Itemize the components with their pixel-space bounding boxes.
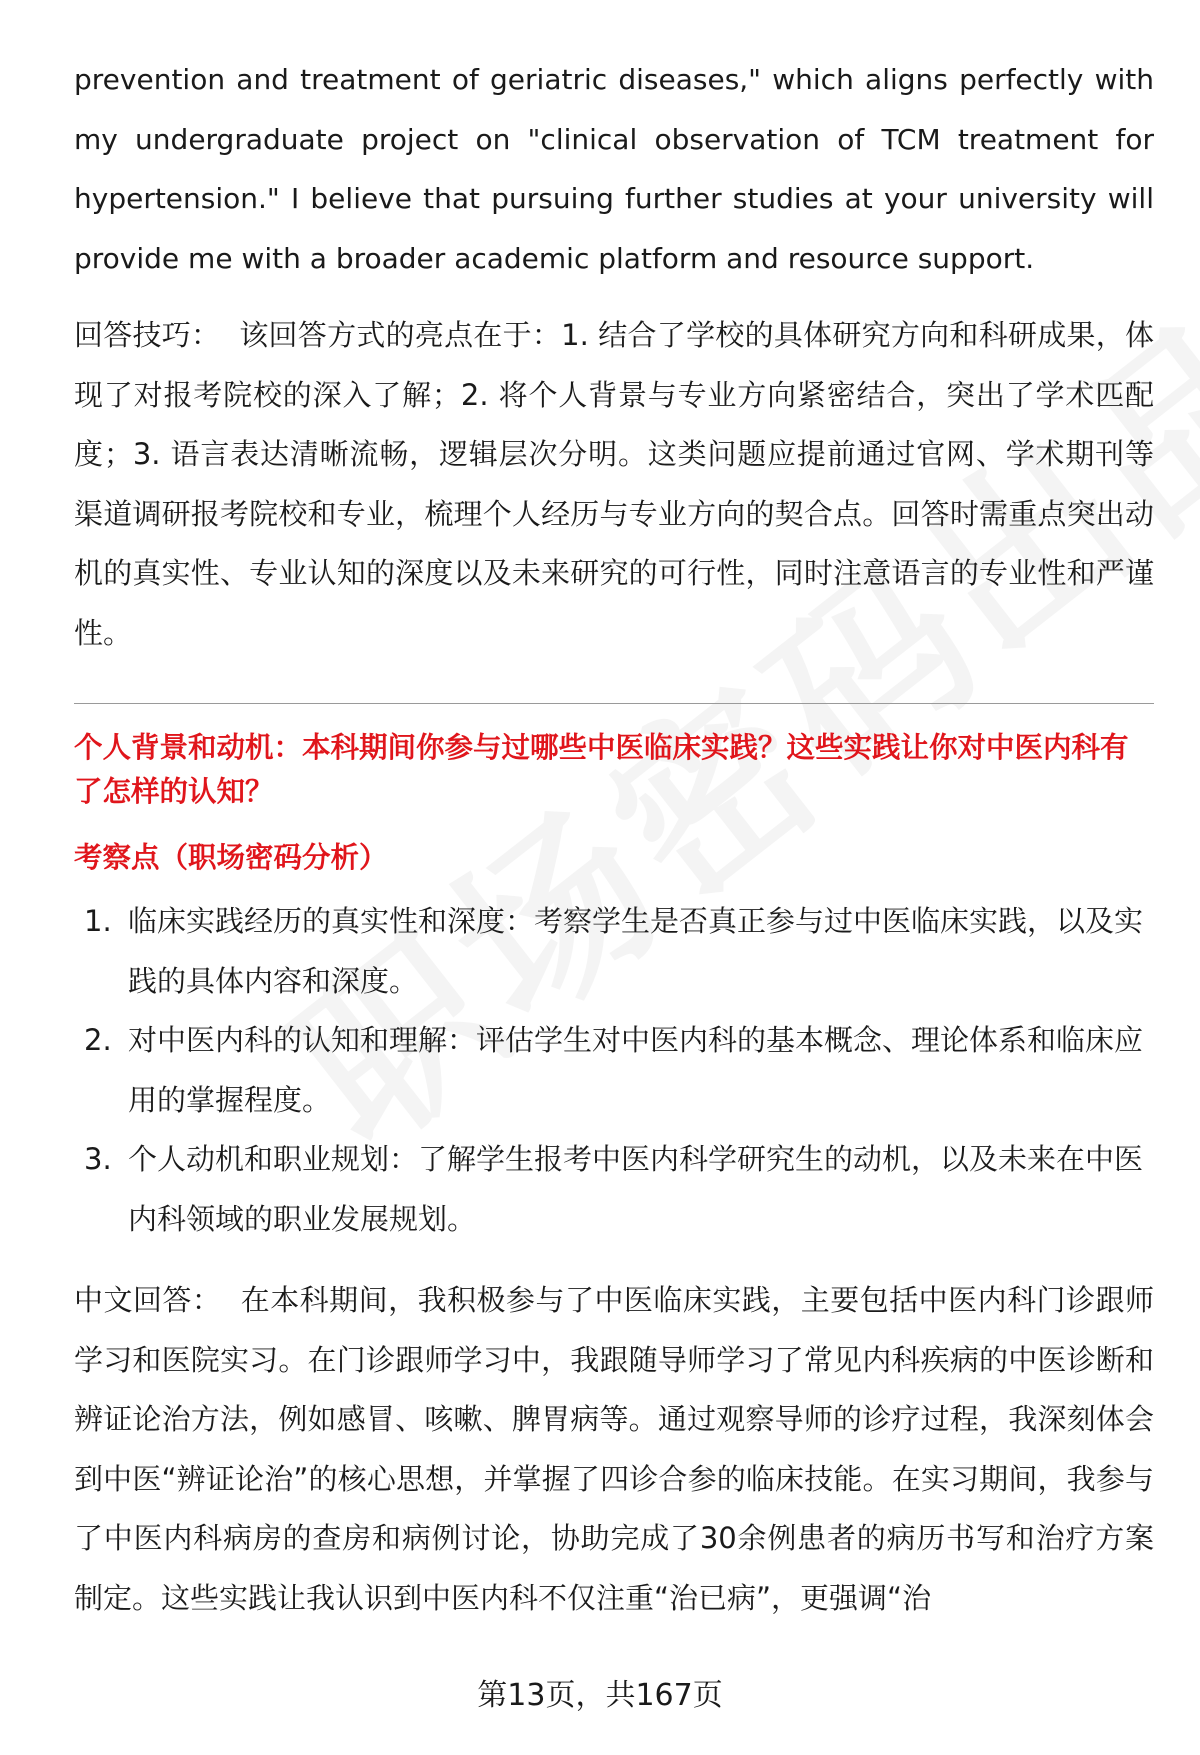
list-item-text: 临床实践经历的真实性和深度：考察学生是否真正参与过中医临床实践，以及实践的具体内容和深度。 — [128, 904, 1144, 998]
list-item-number: 3. — [84, 1142, 112, 1176]
document-page — [74, 50, 1154, 1628]
answer-paragraph — [74, 1271, 1154, 1628]
page-number-footer: 第13页，共167页 — [477, 1678, 723, 1713]
list-item-number: 1. — [84, 904, 112, 938]
assessment-heading: 考察点（职场密码分析） — [74, 841, 388, 874]
list-item — [74, 892, 1154, 1011]
list-item — [74, 1011, 1154, 1130]
list-item-text: 对中医内科的认知和理解：评估学生对中医内科的基本概念、理论体系和临床应用的掌握程度。 — [128, 1023, 1144, 1117]
answer-label: 中文回答： — [74, 1283, 222, 1317]
list-item-text: 个人动机和职业规划：了解学生报考中医内科学研究生的动机，以及未来在中医内科领域的职业发展规划。 — [128, 1142, 1144, 1236]
assessment-list — [74, 892, 1154, 1249]
tips-text: 该回答方式的亮点在于：1. 结合了学校的具体研究方向和科研成果，体现了对报考院校的深入了解；2. 将个人背景与专业方向紧密结合，突出了学术匹配度；3. 语言表达清晰流畅，逻辑层次分明。这类问题应提前通过官网、学术期刊等渠道调研报考院校和专业，梳理个人经历与专业方向的契合点。回答时需重点突出动机的真实性、专业认知的深度以及未来研究的可行性，同时注意语言的专业性和严谨性。 — [74, 318, 1154, 650]
intro-paragraph: prevention and treatment of geriatric diseases," which aligns perfectly with my undergraduate project on "clinical observation of TCM treatment for hypertension." I believe that pursuing further studies at your university will provide me with a broader academic platform and resource support. — [74, 63, 1154, 275]
section-divider — [74, 703, 1154, 704]
tips-label: 回答技巧： — [74, 318, 221, 352]
tips-paragraph — [74, 306, 1154, 663]
answer-text: 在本科期间，我积极参与了中医临床实践，主要包括中医内科门诊跟师学习和医院实习。在门诊跟师学习中，我跟随导师学习了常见内科疾病的中医诊断和辨证论治方法，例如感冒、咳嗽、脾胃病等。通过观察导师的诊疗过程，我深刻体会到中医“辨证论治”的核心思想，并掌握了四诊合参的临床技能。在实习期间，我参与了中医内科病房的查房和病例讨论，协助完成了30余例患者的病历书写和治疗方案制定。这些实践让我认识到中医内科不仅注重“治已病”，更强调“治 — [74, 1283, 1154, 1615]
list-item-number: 2. — [84, 1023, 112, 1057]
list-item — [74, 1130, 1154, 1249]
question-heading: 个人背景和动机：本科期间你参与过哪些中医临床实践？这些实践让你对中医内科有了怎样的认知？ — [74, 731, 1129, 808]
